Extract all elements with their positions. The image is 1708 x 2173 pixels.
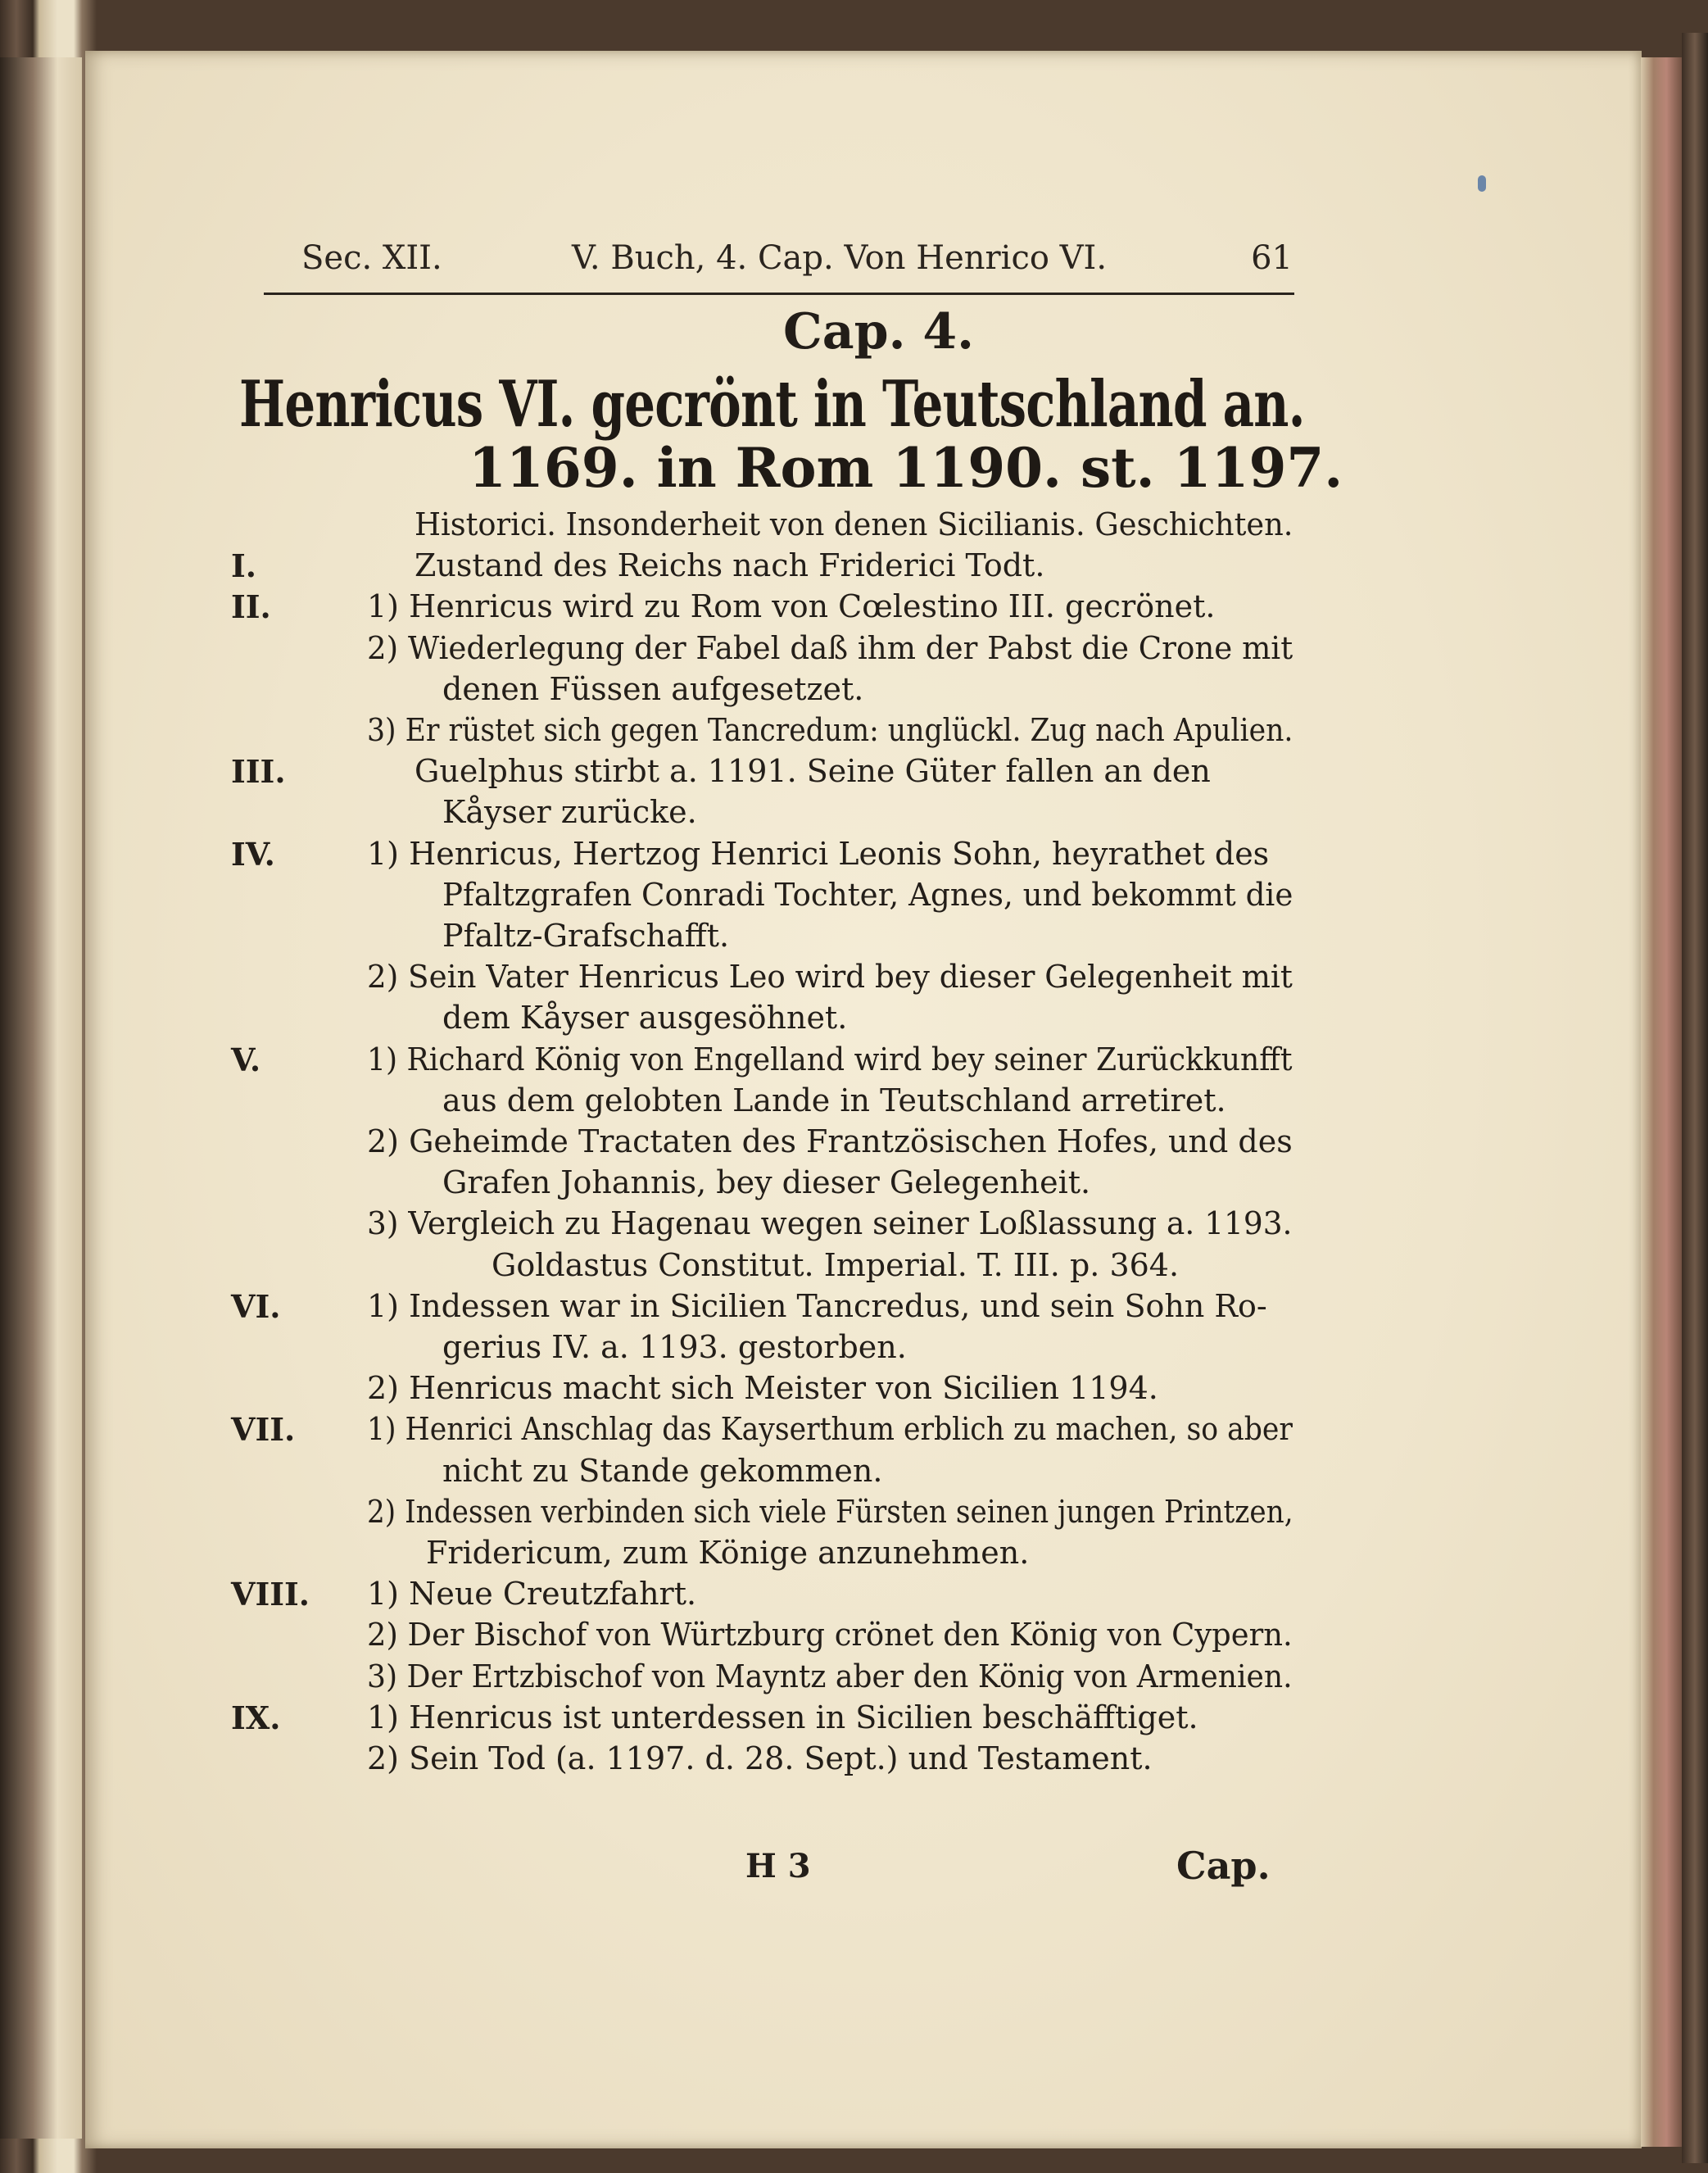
line-text: 1) Indessen war in Sicilien Tancredus, und sein Sohn Ro- [367,1288,1267,1324]
section-numeral: III. [231,753,286,790]
contents-line [0,1411,1708,1447]
contents-line [0,1041,1708,1077]
contents-line [0,1082,1708,1118]
contents-line [0,1576,1708,1612]
section-numeral: IV. [231,836,275,873]
contents-line [0,836,1708,872]
contents-line [0,1494,1708,1530]
line-text: 3) Er rüstet sich gegen Tancredum: unglückl. Zug nach Apulien. [367,712,1293,748]
contents-line [0,1123,1708,1159]
contents-line [0,1658,1708,1694]
line-text: nicht zu Stande gekommen. [442,1453,883,1489]
contents-line [0,1370,1708,1406]
page-number: 61 [1251,239,1293,277]
contents-line [0,1247,1708,1283]
contents-line [0,959,1708,995]
line-text: Goldastus Constitut. Imperial. T. III. p. 364. [492,1247,1180,1283]
contents-line [0,1617,1708,1653]
line-text: Pfaltz-Grafschafft. [442,918,730,954]
header-book-chapter: V. Buch, 4. Cap. Von Henrico VI. [572,239,1108,277]
line-text: 3) Vergleich zu Hagenau wegen seiner Loßlassung a. 1193. [367,1205,1293,1241]
section-numeral: IX. [231,1699,281,1736]
contents-line [0,1329,1708,1365]
line-text: 2) Sein Vater Henricus Leo wird bey dieser Gelegenheit mit [367,959,1293,995]
line-text: Grafen Johannis, bey dieser Gelegenheit. [442,1164,1091,1200]
line-text: Kåyser zurücke. [442,794,697,830]
contents-line [0,753,1708,789]
contents-line [0,877,1708,913]
line-text: 3) Der Ertzbischof von Mayntz aber den König von Armenien. [367,1658,1293,1694]
section-numeral: VI. [231,1288,281,1325]
contents-line [0,1535,1708,1571]
line-text: 2) Indessen verbinden sich viele Fürsten seinen jungen Printzen, [367,1494,1293,1530]
contents-line [0,1205,1708,1241]
section-numeral: VII. [231,1411,296,1448]
line-text: 1) Henricus wird zu Rom von Cœlestino III. gecrönet. [367,588,1216,624]
line-text: 2) Der Bischof von Würtzburg crönet den König von Cypern. [367,1617,1293,1653]
contents-line [0,1164,1708,1200]
section-numeral: VIII. [231,1576,310,1613]
signature-mark: H 3 [745,1847,811,1885]
section-numeral: II. [231,588,271,625]
line-text: 2) Geheimde Tractaten des Frantzösischen Hofes, und des [367,1123,1293,1159]
line-text: aus dem gelobten Lande in Teutschland arretiret. [442,1082,1226,1118]
line-text: 2) Henricus macht sich Meister von Sicilien 1194. [367,1370,1158,1406]
section-numeral: I. [231,547,257,584]
contents-line [0,588,1708,624]
contents-line [0,1699,1708,1735]
header-rule [264,293,1294,295]
line-text: 1) Henricus, Hertzog Henrici Leonis Sohn, heyrathet des [367,836,1270,872]
line-text: dem Kåyser ausgesöhnet. [442,1000,848,1036]
line-text: 1) Henrici Anschlag das Kayserthum erblich zu machen, so aber [367,1411,1293,1447]
line-text: 1) Richard König von Engelland wird bey seiner Zurückkunfft [367,1041,1293,1077]
line-text: Historici. Insonderheit von denen Sicilianis. Geschichten. [415,506,1293,542]
running-header [301,239,1293,275]
line-text: Fridericum, zum Könige anzunehmen. [426,1535,1030,1571]
chapter-subtitle: 1169. in Rom 1190. st. 1197. [469,436,1343,500]
contents-line [0,918,1708,954]
line-text: gerius IV. a. 1193. gestorben. [442,1329,907,1365]
chapter-number: Cap. 4. [783,303,974,361]
contents-line [0,1740,1708,1776]
contents-line [0,671,1708,707]
contents-line [0,506,1708,542]
line-text: denen Füssen aufgesetzet. [442,671,864,707]
chapter-title: Henricus VI. gecrönt in Teutschland an. [239,367,1305,442]
header-section: Sec. XII. [301,239,442,277]
contents-line [0,630,1708,666]
line-text: 1) Neue Creutzfahrt. [367,1576,697,1612]
contents-line [0,1000,1708,1036]
contents-line [0,547,1708,583]
catchword: Cap. [1176,1844,1271,1888]
line-text: 2) Wiederlegung der Fabel daß ihm der Pabst die Crone mit [367,630,1293,666]
ink-speck [1478,175,1486,192]
contents-line [0,794,1708,830]
contents-line [0,1288,1708,1324]
contents-line [0,1453,1708,1489]
line-text: Pfaltzgrafen Conradi Tochter, Agnes, und bekommt die [442,877,1293,913]
section-numeral: V. [231,1041,261,1078]
contents-line [0,712,1708,748]
line-text: 1) Henricus ist unterdessen in Sicilien beschäfftiget. [367,1699,1198,1735]
line-text: 2) Sein Tod (a. 1197. d. 28. Sept.) und Testament. [367,1740,1153,1776]
line-text: Zustand des Reichs nach Friderici Todt. [415,547,1045,583]
line-text: Guelphus stirbt a. 1191. Seine Güter fallen an den [415,753,1211,789]
